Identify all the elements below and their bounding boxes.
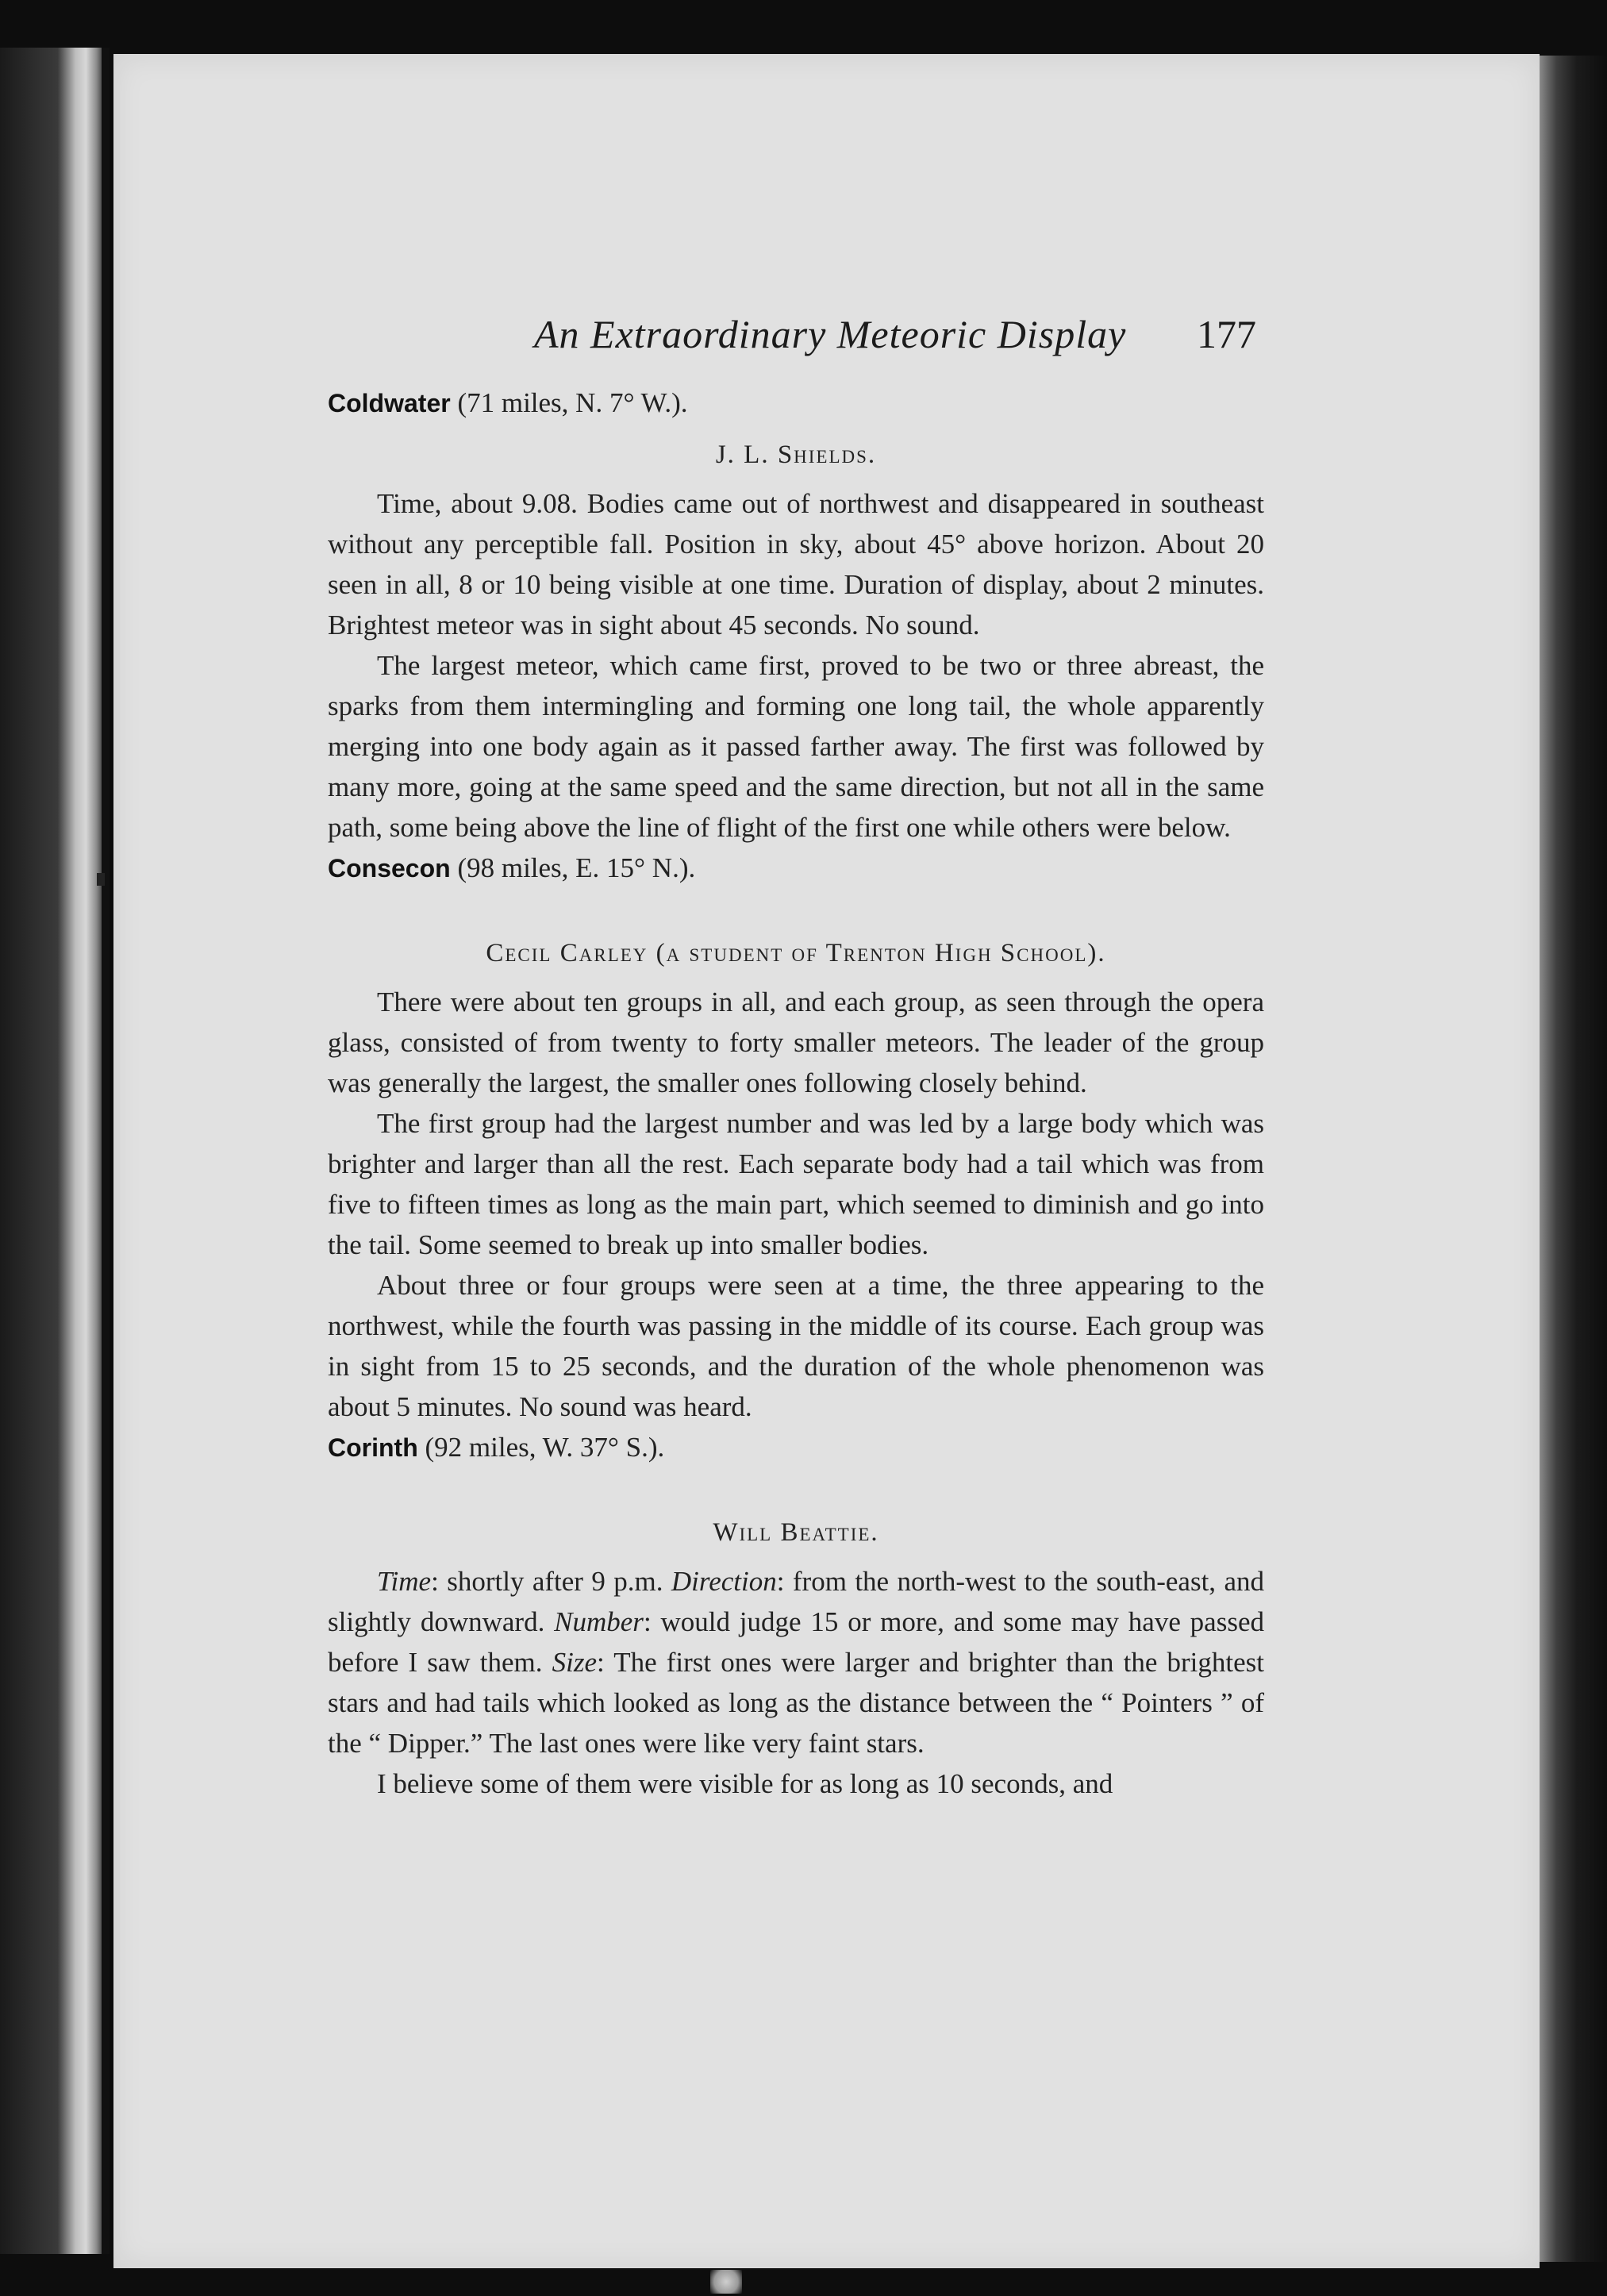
- previous-page-edge: [0, 48, 105, 2254]
- paragraph: The first group had the largest number and was led by a large body which was brighter and larger than all the rest. Each separate body had a tail which was from five to fifteen times as long as the main part, which seemed to diminish and go into the tail. Some seemed to break up into smaller bodies.: [328, 1108, 1264, 1260]
- paragraph: About three or four groups were seen at a time, the three appearing to the northwest, while the fourth was passing in the middle of its course. Each group was in sight from 15 to 25 seconds, and the duration of the whole phenomenon was about 5 minutes. No sound was heard.: [328, 1270, 1264, 1422]
- observer-name: Will Beattie.: [713, 1518, 879, 1547]
- labeled-paragraph: [328, 1561, 1264, 1763]
- field-text: : would judge 15 or more, and some may have passed before I saw them.: [328, 1606, 1264, 1678]
- paragraph: Time, about 9.08. Bodies came out of northwest and disappeared in southeast without any perceptible fall. Position in sky, about 45° above horizon. About 20 seen in all, 8 or 10 being visible at one time. Duration of display, about 2 minutes. Brightest meteor was in sight about 45 seconds. No sound.: [328, 488, 1264, 640]
- paragraph: There were about ten groups in all, and each group, as seen through the opera glass, consisted of from twenty to forty smaller meteors. The leader of the group was generally the largest, the smaller ones following closely behind.: [328, 986, 1264, 1098]
- entry-heading: [328, 1427, 1264, 1468]
- field-label: Time: [377, 1566, 432, 1597]
- page-number: 177: [1197, 312, 1256, 356]
- place-detail: (98 miles, E. 15° N.).: [457, 852, 696, 883]
- entry-heading: [328, 848, 1264, 889]
- paragraph: The largest meteor, which came first, proved to be two or three abreast, the sparks from them intermingling and forming one long tail, the whole apparently merging into one body again as it passed farther away. The first was followed by many more, going at the same speed and the same direction, but not all in the same path, some being above the line of flight of the first one while others were below.: [328, 650, 1264, 843]
- field-text: : The first ones were larger and brighter than the brightest stars and had tails which looked as long as the distance between the “ Pointers ” of the “ Dipper.” The last ones were like very faint stars.: [328, 1647, 1265, 1759]
- place-name: Consecon: [328, 854, 451, 883]
- margin-mark: [97, 873, 105, 886]
- place-detail: (71 miles, N. 7° W.).: [457, 387, 688, 418]
- place-name: Corinth: [328, 1433, 418, 1462]
- gutter-rule: [102, 48, 110, 2254]
- paragraph: I believe some of them were visible for as long as 10 seconds, and: [377, 1768, 1113, 1799]
- observer-name: Cecil Carley (a student of Trenton High School).: [486, 939, 1106, 967]
- field-label: Size: [552, 1647, 598, 1678]
- field-label: Number: [554, 1606, 644, 1637]
- entry-heading: [328, 383, 1264, 424]
- running-title: An Extraordinary Meteoric Display: [534, 312, 1127, 356]
- page-stack-edge: [1540, 56, 1607, 2262]
- field-text: : from the north-west to the south-east, and slightly downward.: [328, 1566, 1265, 1637]
- page-body: [328, 383, 1264, 1804]
- place-detail: (92 miles, W. 37° S.).: [425, 1432, 665, 1463]
- observer-name: J. L. Shields.: [715, 440, 877, 469]
- place-name: Coldwater: [328, 389, 451, 417]
- field-label: Direction: [671, 1566, 777, 1597]
- binding-mark: [710, 2270, 742, 2294]
- page-header: [328, 311, 1264, 367]
- field-text: : shortly after 9 p.m.: [431, 1566, 671, 1597]
